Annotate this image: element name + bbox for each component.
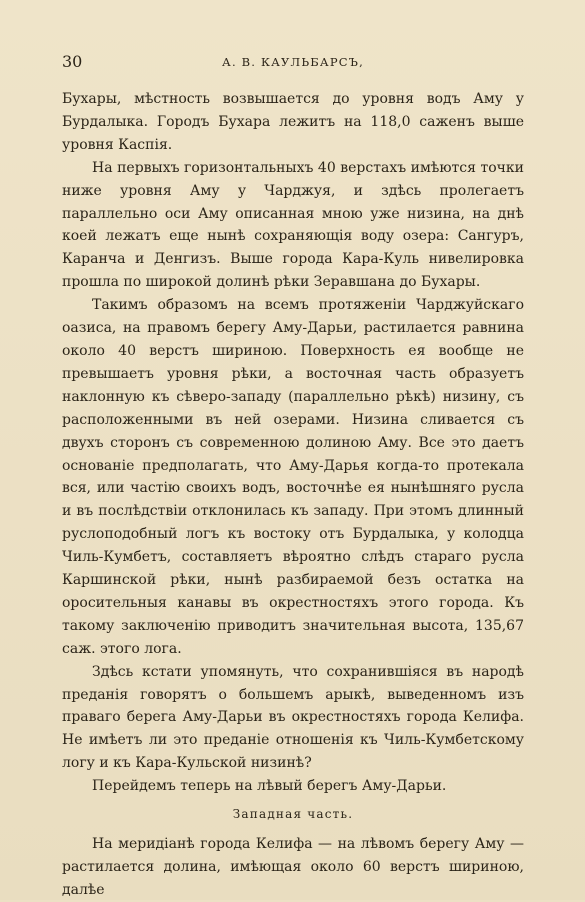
paragraph-4: Здѣсь кстати упомянуть, что сохранившіяся въ народѣ преданія говорятъ о большемъ арыкѣ, выведенномъ изъ праваго берега Аму-Дарьи въ окрестностяхъ города Келифа. Не имѣетъ ли это преданіе отношенія къ Чиль-Кумбетскому логу и къ Кара-Кульской низинѣ?	[62, 663, 524, 772]
section-paragraph: На меридіанѣ города Келифа — на лѣвомъ берегу Аму — растилается долина, имѣющая около 60 верстъ шириною, далѣе	[62, 836, 524, 898]
page-number: 30	[62, 52, 83, 71]
page-header	[62, 50, 524, 74]
running-head: А. В. КАУЛЬБАРСЪ,	[222, 55, 364, 69]
paragraph-1: Бухары, мѣстность возвышается до уровня водъ Аму у Бурдалыка. Городъ Бухара лежитъ на 118,0 саженъ выше уровня Каспія.	[62, 91, 524, 153]
paragraph-2: На первыхъ горизонтальныхъ 40 верстахъ имѣются точки ниже уровня Аму у Чарджуя, и здѣсь пролегаетъ параллельно оси Аму описанная мною уже низина, на днѣ коей лежатъ еще нынѣ сохраняющія воду озера: Сангуръ, Каранча и Денгизъ. Выше города Кара-Куль нивелировка прошла по широкой долинѣ рѣки Зеравшана до Бухары.	[62, 159, 524, 291]
paragraph-5: Перейдемъ теперь на лѣвый берегъ Аму-Дарьи.	[92, 778, 447, 795]
section-heading: Западная часть.	[232, 807, 354, 822]
paragraph-3: Такимъ образомъ на всемъ протяженіи Чарджуйскаго оазиса, на правомъ берегу Аму-Дарьи, растилается равнина около 40 верстъ шириною. Поверхность ея вообще не превышаетъ уровня рѣки, а восточная часть образуетъ наклонную къ сѣверо-западу (параллельно рѣкѣ) низину, съ расположенными въ ней озерами. Низина сливается съ двухъ сторонъ съ современною долиною Аму. Все это даетъ основаніе предполагать, что Аму-Дарья когда-то протекала вся, или частію своихъ водъ, восточнѣе ея нынѣшняго русла и въ послѣдствіи отклонилась къ западу. При этомъ длинный руслоподобный логъ къ востоку отъ Бурдалыка, у колодца Чиль-Кумбетъ, составляетъ вѣроятно слѣдъ стараго русла Каршинской рѣки, нынѣ разбираемой безъ остатка на оросительныя канавы въ окрестностяхъ этого города. Къ такому заключенію приводитъ значительная высота, 135,67 саж. этого лога.	[62, 297, 524, 657]
body-text	[62, 88, 524, 902]
